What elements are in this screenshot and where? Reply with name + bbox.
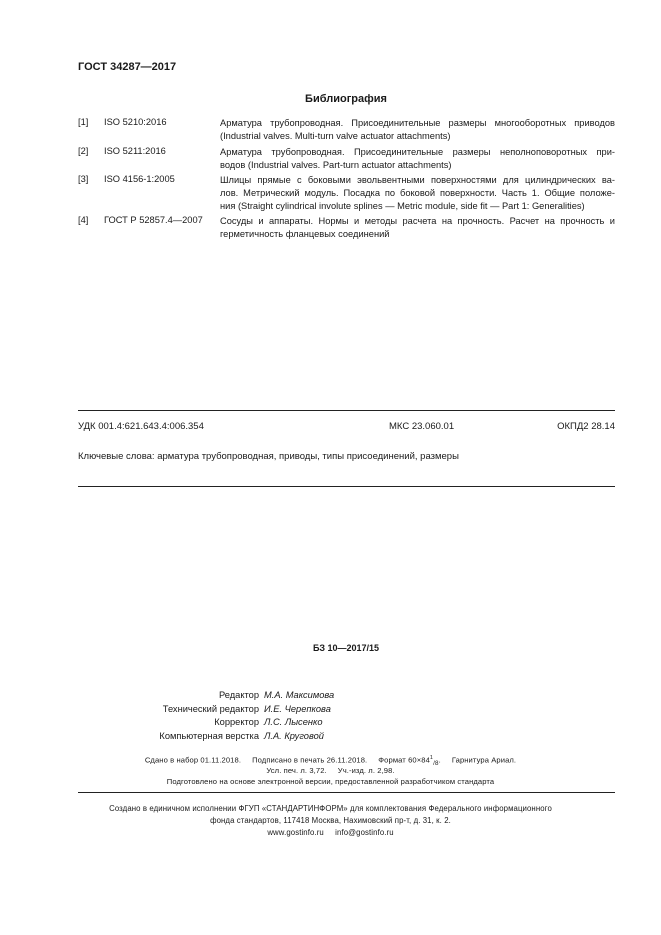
bib-entry-line: Арматура трубопроводная. Присоединительные размеры многооборотных приводов [220, 118, 615, 128]
bib-entry-line: Сосуды и аппараты. Нормы и методы расчета на прочность. Расчет на прочность и [220, 216, 615, 226]
bib-entry-number: [3] [78, 174, 89, 184]
print-info-line-2: Усл. печ. л. 3,72. Уч.-изд. л. 2,98. [266, 766, 395, 775]
divider-top [78, 410, 615, 411]
divider-bottom [78, 486, 615, 487]
footer-line: Создано в единичном исполнении ФГУП «СТАНДАРТИНФОРМ» для комплектования Федерального информационного [109, 804, 552, 813]
bib-entry-line: Шлицы прямые с боковыми эвольвентными поверхностями для цилиндрических ва- [220, 175, 615, 185]
keywords: Ключевые слова: арматура трубопроводная, приводы, типы присоединений, размеры [78, 451, 459, 462]
bib-entry-number: [4] [78, 215, 89, 225]
bib-entry-text [220, 174, 615, 213]
bib-entry-line: ния (Straight cylindrical involute splines — Metric module, side fit — Part 1: Generalities) [220, 201, 585, 211]
credit-person: И.Е. Черепкова [264, 703, 331, 714]
bib-entry-code: ГОСТ Р 52857.4—2007 [104, 215, 203, 225]
print-info-text: Сдано в набор 01.11.2018. Подписано в печать 26.11.2018. Формат 60×84 [144, 755, 430, 765]
bib-entry-line: лов. Метрический модуль. Посадка по боковой поверхности. Часть 1. Общие положе- [220, 188, 615, 198]
credit-role: Технический редактор [162, 703, 259, 714]
format-subscript: /8 [433, 760, 439, 768]
bib-entry-code: ISO 5210:2016 [104, 117, 167, 127]
bibliography-title: Библиография [305, 93, 387, 105]
credit-person: М.А. Максимова [264, 690, 335, 700]
bib-entry-line: водов (Industrial valves. Part-turn actuator attachments) [220, 160, 452, 170]
credit-person: Л.А. Круговой [264, 730, 324, 741]
okpd-code: ОКПД2 28.14 [557, 421, 615, 432]
credit-row [79, 716, 334, 730]
footer-links: www.gostinfo.ru info@gostinfo.ru [267, 828, 394, 837]
credit-role: Компьютерная верстка [159, 730, 259, 741]
credits-block [79, 689, 334, 743]
bib-entry-code: ISO 5211:2016 [104, 146, 166, 156]
udk-code: УДК 001.4:621.643.4:006.354 [78, 421, 204, 432]
bib-entry-line: Арматура трубопроводная. Присоединительные размеры неполноповоротных при- [220, 147, 615, 157]
credit-person: Л.С. Лысенко [264, 717, 323, 727]
document-code: ГОСТ 34287—2017 [78, 61, 177, 73]
bib-entry-text [220, 215, 615, 241]
credit-row [79, 689, 334, 703]
print-info-line-3: Подготовлено на основе электронной версии, предоставленной разработчиком стандарта [166, 777, 495, 786]
footer-line: фонда стандартов, 117418 Москва, Нахимовский пр-т, д. 31, к. 2. [210, 816, 451, 825]
bz-number: БЗ 10—2017/15 [312, 643, 380, 653]
credit-row [79, 703, 334, 717]
format-superscript: 1 [429, 755, 434, 761]
bib-entry-code: ISO 4156-1:2005 [104, 174, 175, 184]
credit-role: Редактор [218, 690, 259, 700]
bib-entry-number: [1] [78, 117, 89, 127]
credit-row [79, 730, 334, 744]
footer-block [0, 803, 661, 839]
bib-entry-number: [2] [78, 146, 89, 156]
bib-entry-text [220, 146, 615, 172]
bib-entry-line: (Industrial valves. Multi-turn valve actuator attachments) [220, 131, 451, 141]
bib-entry-text [220, 117, 615, 143]
mks-code: МКС 23.060.01 [389, 421, 455, 432]
print-info-text: . Гарнитура Ариал. [438, 755, 517, 765]
bib-entry-line: герметичность фланцевых соединений [220, 229, 390, 239]
credit-role: Корректор [214, 717, 259, 727]
footer-divider [78, 792, 615, 793]
